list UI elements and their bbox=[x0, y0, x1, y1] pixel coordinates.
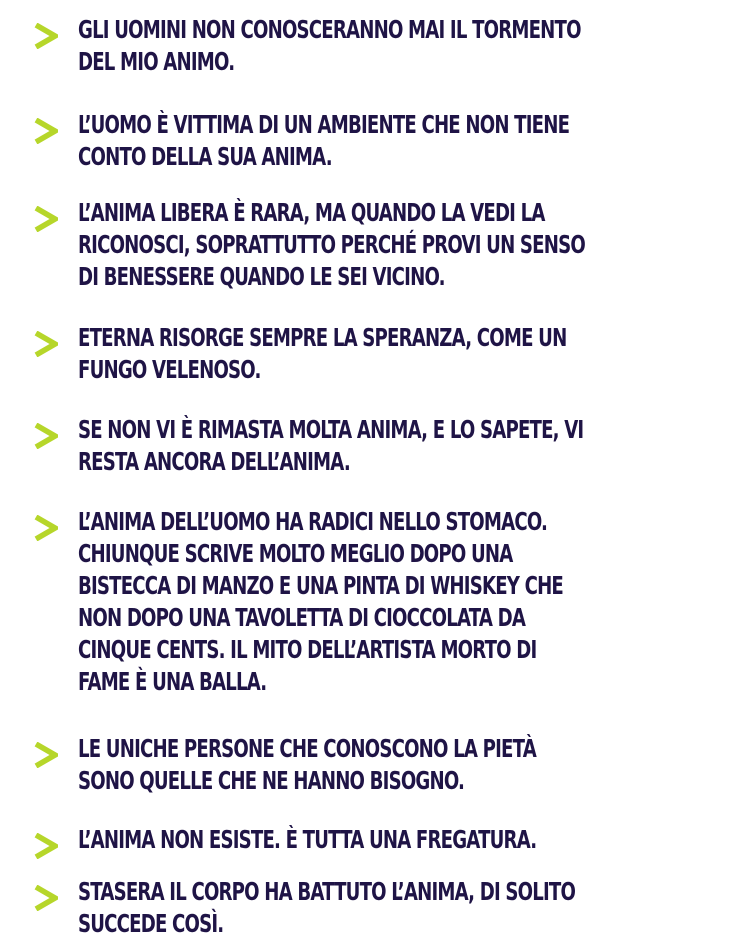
chevron-right-icon bbox=[34, 331, 58, 357]
quote-text: SE NON VI È RIMASTA MOLTA ANIMA, E LO SAPETE, VI RESTA ANCORA DELL’ANIMA. bbox=[78, 415, 584, 476]
chevron-right-icon bbox=[34, 885, 58, 911]
chevron-right-icon bbox=[34, 742, 58, 768]
chevron-right-icon bbox=[34, 23, 58, 49]
chevron-right-icon bbox=[34, 206, 58, 232]
chevron-right-icon bbox=[34, 515, 58, 541]
quote-text: L’UOMO È VITTIMA DI UN AMBIENTE CHE NON TIENE CONTO DELLA SUA ANIMA. bbox=[78, 110, 570, 171]
quote-text: LE UNICHE PERSONE CHE CONOSCONO LA PIETÀ SONO QUELLE CHE NE HANNO BISOGNO. bbox=[78, 734, 536, 795]
quote-text: L’ANIMA DELL’UOMO HA RADICI NELLO STOMACO. CHIUNQUE SCRIVE MOLTO MEGLIO DOPO UNA BISTECCA DI MANZO E UNA PINTA DI WHISKEY CHE NON DOPO UNA TAVOLETTA DI CIOCCOLATA DA CINQUE CENTS. IL MITO DELL’ARTISTA MORTO DI FAME È UNA BALLA. bbox=[78, 507, 564, 696]
quote-text: L’ANIMA NON ESISTE. È TUTTA UNA FREGATURA. bbox=[78, 825, 537, 854]
chevron-right-icon bbox=[34, 833, 58, 859]
quote-text: ETERNA RISORGE SEMPRE LA SPERANZA, COME UN FUNGO VELENOSO. bbox=[78, 323, 567, 384]
chevron-right-icon bbox=[34, 118, 58, 144]
quote-text: GLI UOMINI NON CONOSCERANNO MAI IL TORMENTO DEL MIO ANIMO. bbox=[78, 15, 581, 76]
chevron-right-icon bbox=[34, 423, 58, 449]
quote-text: L’ANIMA LIBERA È RARA, MA QUANDO LA VEDI LA RICONOSCI, SOPRATTUTTO PERCHÉ PROVI UN SENSO DI BENESSERE QUANDO LE SEI VICINO. bbox=[78, 198, 585, 291]
quote-text: STASERA IL CORPO HA BATTUTO L’ANIMA, DI SOLITO SUCCEDE COSÌ. bbox=[78, 877, 576, 938]
